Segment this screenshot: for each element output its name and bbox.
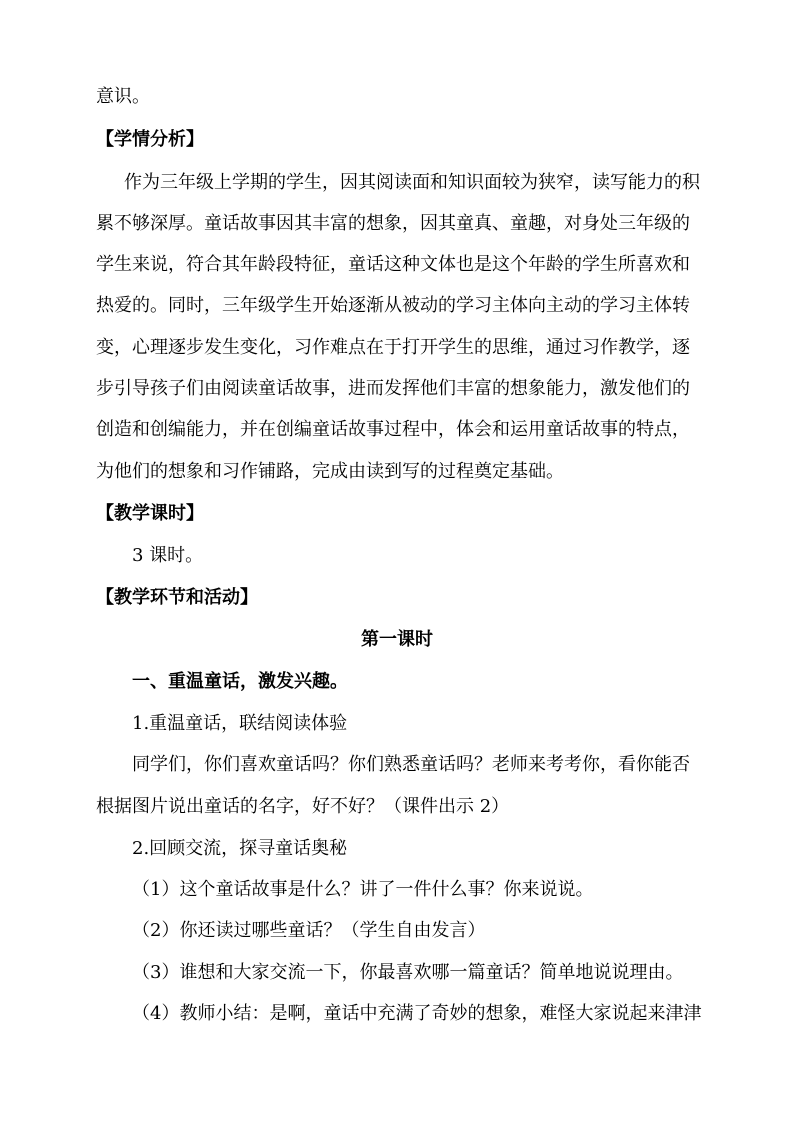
section-heading-learning-analysis: 【学情分析】 [96, 129, 204, 150]
paragraph-line: 变，心理逐步发生变化，习作难点在于打开学生的思维，通过习作教学，逐 [96, 337, 690, 358]
paragraph-line: 3 课时。 [132, 545, 204, 566]
list-heading: 1.重温童话，联结阅读体验 [132, 713, 348, 734]
list-item: （2）你还读过哪些童话？（学生自由发言） [132, 920, 486, 941]
paragraph-line: 作为三年级上学期的学生，因其阅读面和知识面较为狭窄，读写能力的积 [124, 172, 700, 193]
section-heading-class-hours: 【教学课时】 [96, 503, 204, 524]
paragraph-line: 学生来说，符合其年龄段特征，童话这种文体也是这个年龄的学生所喜欢和 [96, 254, 690, 275]
paragraph-line: 同学们，你们喜欢童话吗？你们熟悉童话吗？老师来考考你，看你能否 [132, 754, 690, 775]
paragraph-line: 为他们的想象和习作铺路，完成由读到写的过程奠定基础。 [96, 461, 564, 482]
list-heading: 2.回顾交流，探寻童话奥秘 [132, 838, 348, 859]
paragraph-line: 累不够深厚。童话故事因其丰富的想象，因其童真、童趣，对身处三年级的 [96, 213, 690, 234]
list-item: （4）教师小结：是啊，童话中充满了奇妙的想象，难怪大家说起来津津 [132, 1003, 702, 1024]
list-item: （1）这个童话故事是什么？讲了一件什么事？你来说说。 [132, 879, 594, 900]
paragraph-line: 热爱的。同时，三年级学生开始逐渐从被动的学习主体向主动的学习主体转 [96, 295, 690, 316]
section-heading-activities: 【教学环节和活动】 [96, 587, 258, 608]
text-line: 意识。 [96, 86, 150, 107]
lesson-title: 第一课时 [361, 629, 433, 650]
paragraph-line: 根据图片说出童话的名字，好不好？（课件出示 2） [96, 796, 510, 817]
paragraph-line: 创造和创编能力，并在创编童话故事过程中，体会和运用童话故事的特点， [96, 419, 690, 440]
subheading-part-one: 一、重温童话，激发兴趣。 [132, 671, 348, 692]
paragraph-line: 步引导孩子们由阅读童话故事，进而发挥他们丰富的想象能力，激发他们的 [96, 378, 690, 399]
list-item: （3）谁想和大家交流一下，你最喜欢哪一篇童话？简单地说说理由。 [132, 962, 684, 983]
